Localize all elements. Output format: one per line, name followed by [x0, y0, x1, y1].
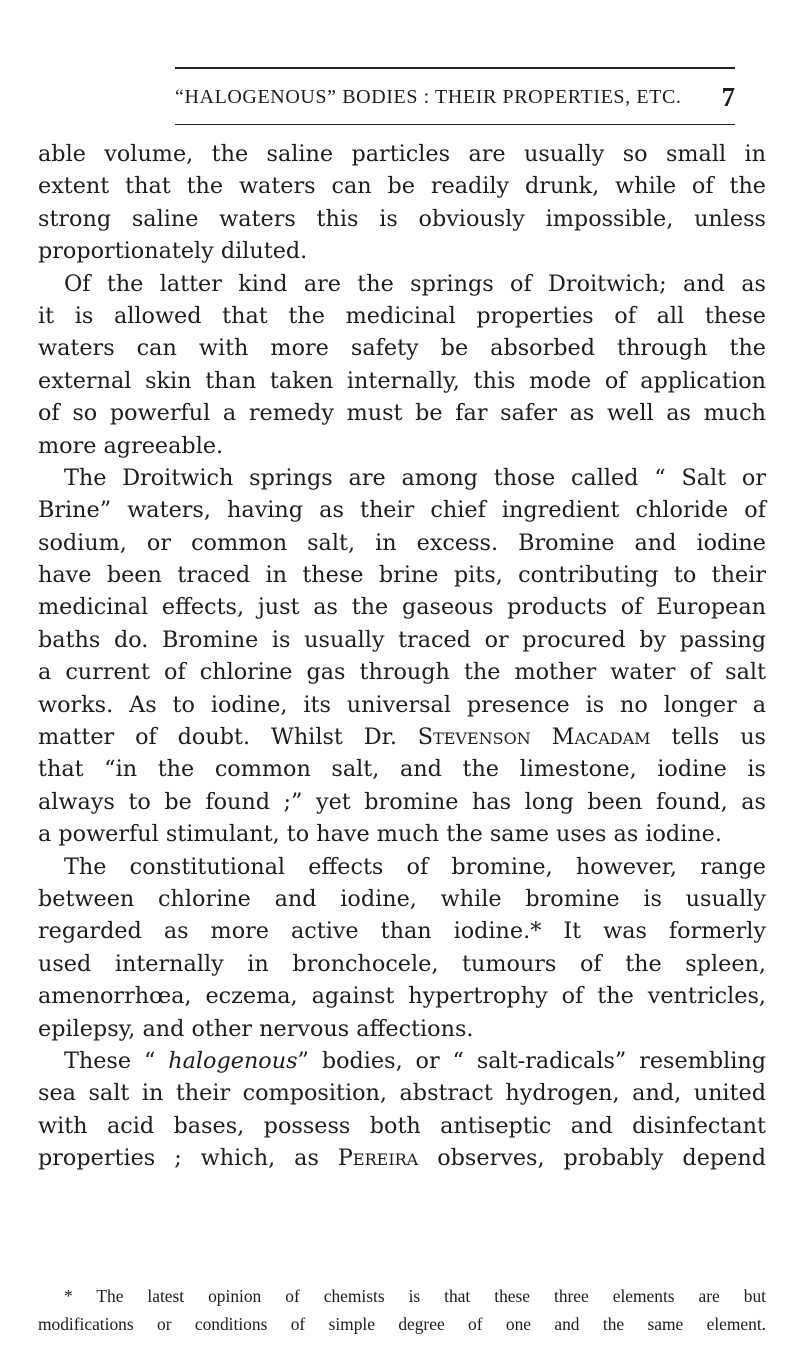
running-title: “HALOGENOUS” BODIES : THEIR PROPERTIES, ETC.	[175, 85, 682, 108]
text-line: external skin than taken internally, this mode of application	[38, 367, 766, 394]
text-line: Brine” waters, having as their chief ingredient chloride of	[38, 497, 766, 524]
paragraph	[38, 1045, 766, 1175]
text-line: waters can with more safety be absorbed through the	[38, 335, 766, 362]
paragraph	[38, 268, 766, 462]
page-number: 7	[721, 81, 735, 112]
text-line: a current of chlorine gas through the mother water of salt	[38, 659, 766, 686]
text-line: These “ halogenous” bodies, or “ salt-radicals” resembling	[64, 1047, 766, 1074]
text-line: Of the latter kind are the springs of Droitwich; and as	[64, 270, 766, 297]
text-line: more agreeable.	[38, 432, 224, 459]
text-line: regarded as more active than iodine.* It was formerly	[38, 918, 766, 945]
text-line: always to be found ;” yet bromine has long been found, as	[38, 788, 766, 815]
text-line: epilepsy, and other nervous affections.	[38, 1015, 474, 1042]
text-line: The Droitwich springs are among those called “ Salt or	[64, 464, 766, 491]
text-line: matter of doubt. Whilst Dr. Stevenson Macadam tells us	[38, 724, 767, 751]
text-line: used internally in bronchocele, tumours of the spleen,	[38, 950, 766, 977]
text-line: works. As to iodine, its universal presence is no longer a	[38, 691, 766, 718]
italic-word: halogenous	[168, 1047, 298, 1074]
text-line: able volume, the saline particles are usually so small in	[38, 141, 766, 167]
text-line: medicinal effects, just as the gaseous products of European	[38, 594, 766, 621]
text-line: baths do. Bromine is usually traced or procured by passing	[38, 626, 766, 653]
running-head	[175, 80, 735, 114]
text-line: between chlorine and iodine, while bromine is usually	[38, 885, 766, 912]
text-line: a powerful stimulant, to have much the same uses as iodine.	[38, 821, 722, 848]
footnote-line: * The latest opinion of chemists is that these three elements are but	[64, 1286, 766, 1306]
text-line: properties ; which, as Pereira observes, probably depend	[38, 1145, 766, 1172]
text-line: proportionately diluted.	[38, 238, 308, 265]
paragraph	[38, 138, 766, 268]
header-rule-top	[175, 67, 735, 69]
text-line: it is allowed that the medicinal properties of all these	[38, 302, 766, 329]
header-rule-bottom	[175, 124, 735, 125]
text-line: sodium, or common salt, in excess. Bromine and iodine	[38, 529, 766, 556]
text-line: that “in the common salt, and the limestone, iodine is	[38, 756, 766, 783]
text-line: extent that the waters can be readily drunk, while of the	[38, 173, 766, 200]
text-line: strong saline waters this is obviously impossible, unless	[38, 205, 766, 232]
text-line: The constitutional effects of bromine, however, range	[64, 853, 766, 880]
text-line: have been traced in these brine pits, contributing to their	[38, 562, 766, 589]
text-line: of so powerful a remedy must be far safer as well as much	[38, 400, 766, 427]
paragraph	[38, 851, 766, 1045]
text-line: amenorrhœa, eczema, against hypertrophy of the ventricles,	[38, 983, 766, 1010]
footnote	[38, 1282, 766, 1338]
small-caps-name: Stevenson Macadam	[417, 724, 651, 751]
text-line: sea salt in their composition, abstract hydrogen, and, united	[38, 1080, 766, 1107]
text-line: with acid bases, possess both antiseptic and disinfectant	[38, 1112, 766, 1139]
body-text	[38, 138, 766, 1175]
footnote-line: modifications or conditions of simple degree of one and the same element.	[38, 1314, 766, 1334]
paragraph	[38, 462, 766, 851]
small-caps-name: Pereira	[337, 1145, 419, 1172]
